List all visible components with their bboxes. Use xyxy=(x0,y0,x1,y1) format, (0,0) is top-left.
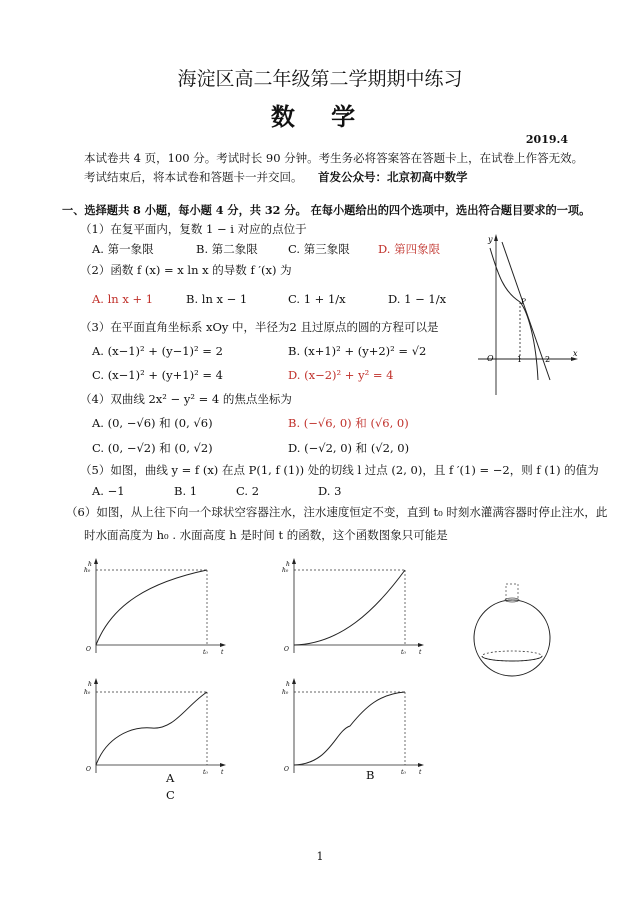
q5-tangent-figure xyxy=(476,230,586,400)
q1-option-c: C. 第三象限 xyxy=(288,242,350,256)
question-6-stem-line-2: 时水面高度为 h₀ . 水面高度 h 是时间 t 的函数，这个函数图象只可能是 xyxy=(84,528,448,542)
graph-c-origin: O xyxy=(86,766,91,773)
graph-b-curve xyxy=(294,570,405,645)
q4-option-d: D. (−√2, 0) 和 (√2, 0) xyxy=(288,441,410,455)
q5-option-a: A. −1 xyxy=(92,484,125,498)
q2-option-a: A. ln x + 1 xyxy=(92,292,154,306)
graph-d-h0-label: h₀ xyxy=(282,689,289,696)
intro-line-2b: 首发公众号：北京初高中数学 xyxy=(318,170,468,184)
graph-c-h0-label: h₀ xyxy=(84,689,91,696)
graph-b-origin: O xyxy=(284,646,289,653)
q2-option-d: D. 1 − 1/x xyxy=(388,292,447,306)
sphere-container-figure xyxy=(470,580,560,685)
graph-b-t0: t₀ xyxy=(401,649,406,656)
q3-option-b: B. (x+1)² + (y+2)² = √2 xyxy=(288,344,427,358)
graph-b-t: t xyxy=(419,649,422,656)
page-title: 海淀区高二年级第二学期期中练习 xyxy=(177,68,463,90)
q3-option-a: A. (x−1)² + (y−1)² = 2 xyxy=(92,344,223,358)
subject-title: 数 学 xyxy=(270,102,370,131)
question-6-stem-line-1: （6）如图，从上往下向一个球状空容器注水，注水速度恒定不变，直到 t₀ 时刻水灌满容器时停止注水，此 xyxy=(66,505,608,519)
tick-1: 1 xyxy=(517,355,523,364)
graph-d-origin: O xyxy=(284,766,289,773)
question-4-stem: （4）双曲线 2x² − y² = 4 的焦点坐标为 xyxy=(80,392,292,406)
question-1-stem: （1）在复平面内，复数 1 − i 对应的点位于 xyxy=(80,222,307,236)
tick-2: 2 xyxy=(545,355,551,364)
page-number: 1 xyxy=(316,850,324,863)
graph-d xyxy=(280,676,430,778)
y-label: y xyxy=(488,235,493,244)
graph-d-curve xyxy=(294,692,405,765)
graph-b-h-label: h xyxy=(286,561,290,568)
graph-a-origin: O xyxy=(86,646,91,653)
q1-option-b: B. 第二象限 xyxy=(196,242,258,256)
q3-option-d: D. (x−2)² + y² = 4 xyxy=(288,368,394,382)
curve-f xyxy=(490,248,538,380)
intro-line-2a: 考试结束后，将本试卷和答题卡一并交回。 xyxy=(84,170,303,184)
graph-a-t0: t₀ xyxy=(203,649,208,656)
question-3-stem: （3）在平面直角坐标系 xOy 中，半径为2 且过原点的圆的方程可以是 xyxy=(80,320,439,334)
q5-option-d: D. 3 xyxy=(318,484,342,498)
graph-d-t: t xyxy=(419,769,422,776)
graph-d-t0: t₀ xyxy=(401,769,406,776)
q1-option-a: A. 第一象限 xyxy=(92,242,154,256)
q4-option-c: C. (0, −√2) 和 (0, √2) xyxy=(92,441,213,455)
graph-b-h0-label: h₀ xyxy=(282,567,289,574)
question-2-stem: （2）函数 f (x) = x ln x 的导数 f ′(x) 为 xyxy=(80,263,292,277)
q3-option-c: C. (x−1)² + (y+1)² = 4 xyxy=(92,368,223,382)
graph-a-curve xyxy=(96,570,207,645)
graph-d-h-label: h xyxy=(286,681,290,688)
origin-label: O xyxy=(487,354,494,363)
graph-a-h0-label: h₀ xyxy=(84,567,91,574)
x-label: x xyxy=(573,349,578,358)
caption-c: C xyxy=(166,788,175,802)
graph-c xyxy=(82,676,232,778)
q5-option-b: B. 1 xyxy=(174,484,198,498)
caption-b: B xyxy=(366,768,375,782)
section-heading: 一、选择题共 8 小题，每小题 4 分，共 32 分。 在每小题给出的四个选项中，选出符合题目要求的一项。 xyxy=(62,203,591,217)
graph-c-curve xyxy=(96,692,207,765)
graph-a-t: t xyxy=(221,649,224,656)
q2-option-b: B. ln x − 1 xyxy=(186,292,248,306)
graph-c-t0: t₀ xyxy=(203,769,208,776)
graph-c-h-label: h xyxy=(88,681,92,688)
q4-option-a: A. (0, −√6) 和 (0, √6) xyxy=(92,416,213,430)
q4-option-b: B. (−√6, 0) 和 (√6, 0) xyxy=(288,416,409,430)
q1-option-d: D. 第四象限 xyxy=(378,242,441,256)
intro-line-1: 本试卷共 4 页，100 分。考试时长 90 分钟。考生务必将答案答在答题卡上，在试卷上作答无效。 xyxy=(84,151,584,165)
graph-b xyxy=(280,556,430,658)
question-5-stem: （5）如图，曲线 y = f (x) 在点 P(1, f (1)) 处的切线 l 过点 (2, 0)，且 f ′(1) = −2，则 f (1) 的值为 xyxy=(80,463,599,477)
caption-a: A xyxy=(166,771,175,785)
q2-option-c: C. 1 + 1/x xyxy=(288,292,346,306)
exam-date: 2019.4 xyxy=(525,133,568,146)
graph-c-t: t xyxy=(221,769,224,776)
q5-option-c: C. 2 xyxy=(236,484,260,498)
point-p: P xyxy=(521,298,526,306)
graph-a-h-label: h xyxy=(88,561,92,568)
graph-a xyxy=(82,556,232,658)
